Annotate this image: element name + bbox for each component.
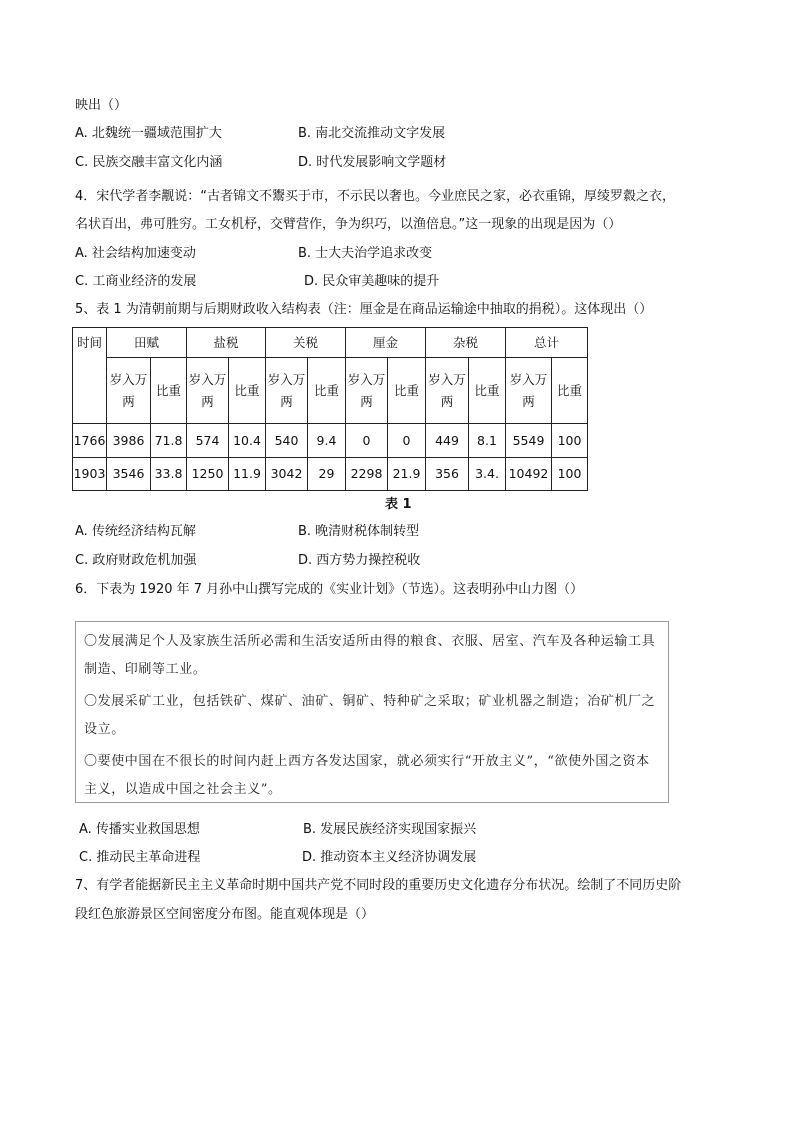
table-cell: 10.4 [229, 424, 266, 458]
q7-stem-line1: 7、有学者能据新民主主义革命时期中国共产党不同时段的重要历史文化遗存分布状况。绘制了不同历史阶 [75, 878, 682, 893]
header-group: 田赋 [107, 328, 187, 358]
header-time: 时间 [73, 328, 107, 424]
q7-stem-line2: 段红色旅游景区空间密度分布图。能直观体现是（） [75, 907, 375, 922]
table-caption: 表 1 [385, 497, 412, 512]
q3-option-b[interactable]: B. 南北交流推动文字发展 [298, 126, 446, 141]
table-cell: 9.4 [308, 424, 346, 458]
table-cell: 11.9 [229, 458, 266, 491]
header-group: 盐税 [187, 328, 266, 358]
q4-stem-line1: 4．宋代学者李觏说：“古者锦文不鬻买于市，不示民以奢也。今业庶民之家，必衣重锦，厚绫罗縠之衣， [75, 189, 676, 204]
table-cell: 8.1 [469, 424, 506, 458]
q3-option-a[interactable]: A. 北魏统一疆域范围扩大 [75, 126, 222, 141]
q4-option-a[interactable]: A. 社会结构加速变动 [75, 246, 196, 261]
q4-stem-line2: 名状百出，弗可胜穷。工女机杼，交臂营作，争为织巧，以渔倍息。”这一现象的出现是因为（） [75, 217, 622, 232]
sub-header-income: 岁入万两 [346, 358, 388, 424]
table-cell: 449 [426, 424, 469, 458]
sub-header-ratio: 比重 [552, 358, 588, 424]
table-cell: 0 [388, 424, 426, 458]
header-group: 厘金 [346, 328, 426, 358]
table-cell: 33.8 [151, 458, 187, 491]
q6-option-c[interactable]: C. 推动民主革命进程 [79, 850, 201, 865]
header-group: 总计 [506, 328, 588, 358]
table-cell: 2298 [346, 458, 388, 491]
table-cell: 29 [308, 458, 346, 491]
q4-option-b[interactable]: B. 士大夫治学追求改变 [298, 246, 433, 261]
table-cell: 3042 [266, 458, 308, 491]
table-cell: 10492 [506, 458, 552, 491]
table-cell: 100 [552, 424, 588, 458]
table-cell: 3.4. [469, 458, 506, 491]
q3-option-d[interactable]: D. 时代发展影响文学题材 [298, 155, 447, 170]
q6-stem: 6．下表为 1920 年 7 月孙中山撰写完成的《实业计划》（节选）。这表明孙中山力图（） [75, 582, 584, 597]
table-cell: 0 [346, 424, 388, 458]
quote-item: 〇要使中国在不很长的时间内赶上西方各发达国家，就必须实行“开放主义”，“欲使外国之资本主义，以造成中国之社会主义”。 [84, 754, 650, 797]
table-row [73, 458, 588, 491]
sub-header-income: 岁入万两 [266, 358, 308, 424]
fiscal-table [72, 327, 588, 491]
table-cell: 1766 [73, 424, 107, 458]
table-cell: 3986 [107, 424, 151, 458]
q5-option-c[interactable]: C. 政府财政危机加强 [75, 553, 197, 568]
sub-header-ratio: 比重 [151, 358, 187, 424]
q3-option-c[interactable]: C. 民族交融丰富文化内涵 [75, 155, 223, 170]
header-group: 杂税 [426, 328, 506, 358]
sub-header-ratio: 比重 [229, 358, 266, 424]
table-cell: 5549 [506, 424, 552, 458]
table-cell: 71.8 [151, 424, 187, 458]
q5-option-b[interactable]: B. 晚清财税体制转型 [298, 524, 420, 539]
sub-header-ratio: 比重 [308, 358, 346, 424]
quote-item: 〇发展采矿工业，包括铁矿、煤矿、油矿、铜矿、特种矿之采取；矿业机器之制造；冶矿机厂之设立。 [84, 694, 656, 737]
table-cell: 3546 [107, 458, 151, 491]
quote-item: 〇发展满足个人及家族生活所必需和生活安适所由得的粮食、衣服、居室、汽车及各种运输工具制造、印刷等工业。 [84, 634, 656, 677]
table-cell: 1250 [187, 458, 229, 491]
sub-header-income: 岁入万两 [187, 358, 229, 424]
q6-option-d[interactable]: D. 推动资本主义经济协调发展 [302, 850, 477, 865]
sub-header-income: 岁入万两 [506, 358, 552, 424]
table-cell: 540 [266, 424, 308, 458]
table-cell: 356 [426, 458, 469, 491]
table-cell: 21.9 [388, 458, 426, 491]
q3-stem-tail: 映出（） [75, 98, 128, 113]
q6-option-a[interactable]: A. 传播实业救国思想 [79, 822, 200, 837]
sub-header-ratio: 比重 [388, 358, 426, 424]
q5-option-a[interactable]: A. 传统经济结构瓦解 [75, 524, 196, 539]
q5-stem: 5、表 1 为清朝前期与后期财政收入结构表（注：厘金是在商品运输途中抽取的捐税）。这体现出（） [75, 302, 653, 317]
table-cell: 1903 [73, 458, 107, 491]
table-cell: 574 [187, 424, 229, 458]
quote-box [75, 621, 669, 803]
sub-header-ratio: 比重 [469, 358, 506, 424]
table-cell: 100 [552, 458, 588, 491]
q5-option-d[interactable]: D. 西方势力操控税收 [298, 553, 421, 568]
q6-option-b[interactable]: B. 发展民族经济实现国家振兴 [303, 822, 477, 837]
table-row [73, 424, 588, 458]
sub-header-income: 岁入万两 [426, 358, 469, 424]
q4-option-c[interactable]: C. 工商业经济的发展 [75, 274, 197, 289]
q4-option-d[interactable]: D. 民众审美趣味的提升 [304, 274, 440, 289]
header-group: 关税 [266, 328, 346, 358]
sub-header-income: 岁入万两 [107, 358, 151, 424]
